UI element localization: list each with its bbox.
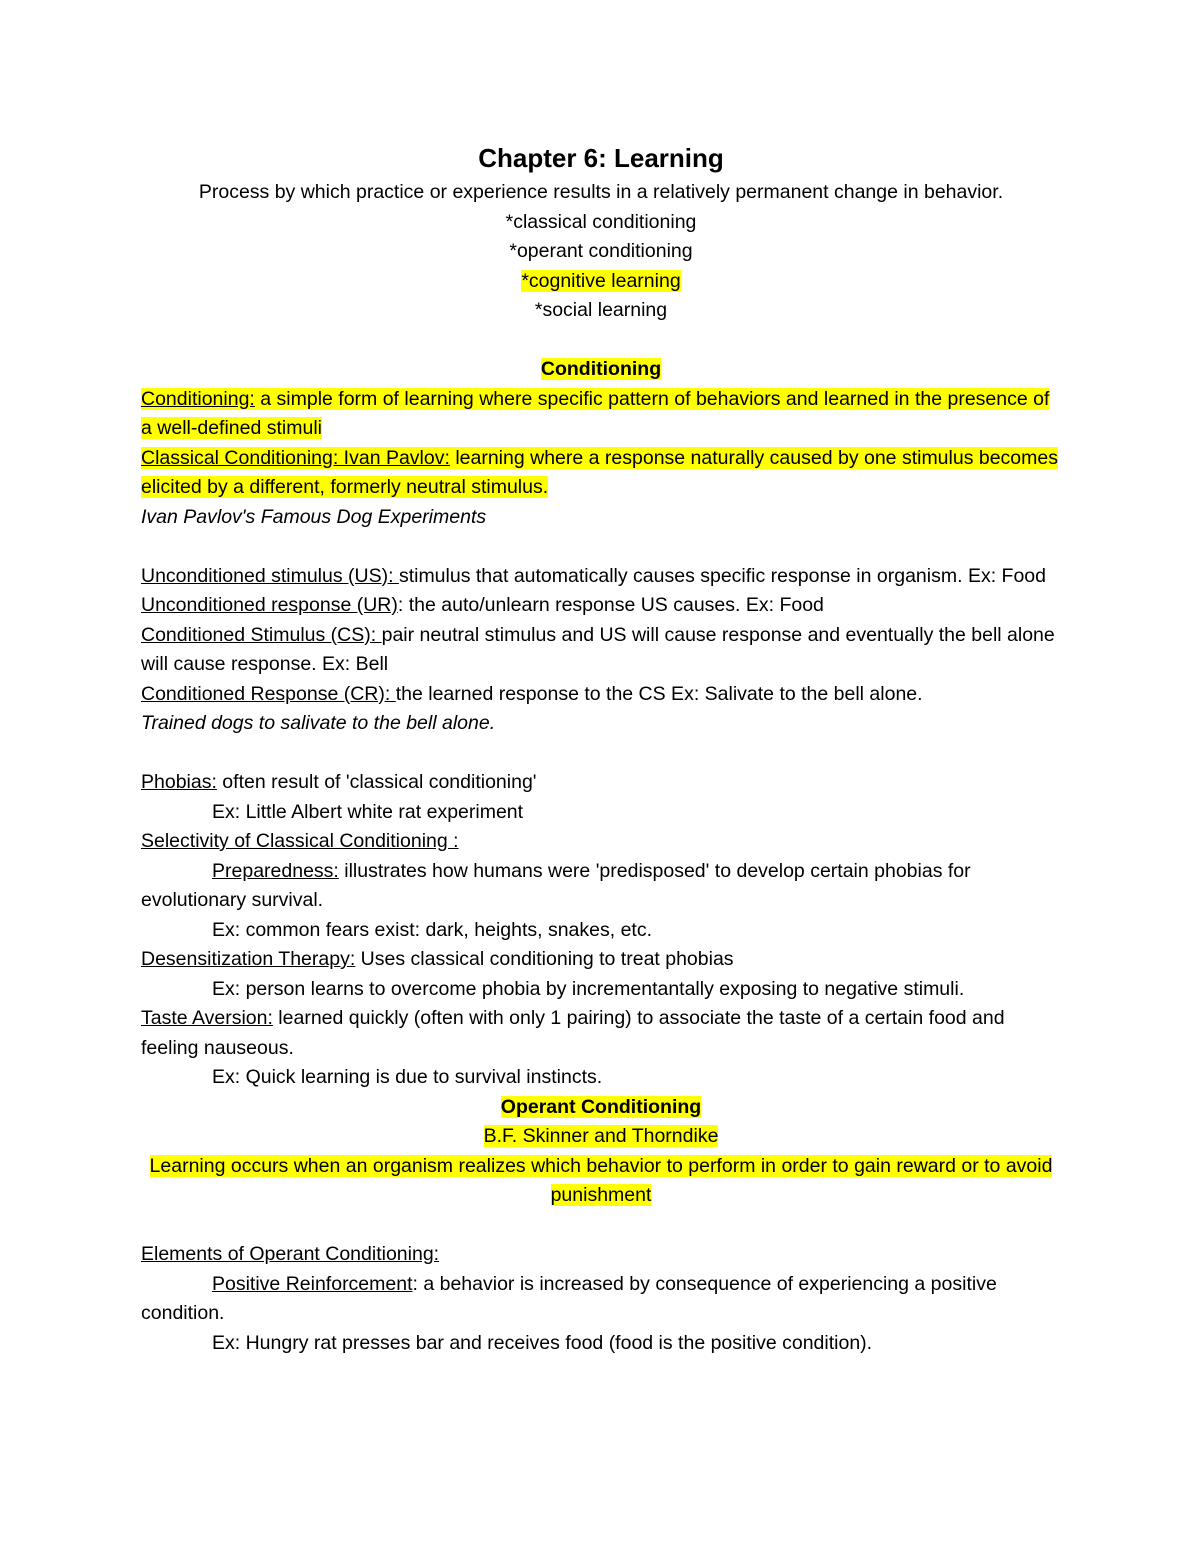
classical-term: Classical Conditioning: Ivan Pavlov: [141, 446, 450, 469]
taste-aversion-text: learned quickly (often with only 1 pairing) to associate the taste of a certain food and feeling nauseous. [141, 1007, 1005, 1059]
selectivity-heading [141, 827, 1061, 857]
spacer [141, 739, 1061, 769]
positive-reinforcement-term: Positive Reinforcement [212, 1272, 413, 1295]
classical-def-text: learning where a response naturally caused by one stimulus becomes elicited by a different, formerly neutral stimulus. [141, 446, 1058, 498]
taste-aversion-definition [141, 1004, 1061, 1063]
desensitization-term: Desensitization Therapy: [141, 948, 356, 970]
us-term: Unconditioned stimulus (US): [141, 564, 399, 587]
elements-heading [141, 1240, 1061, 1270]
preparedness-example: Ex: common fears exist: dark, heights, snakes, etc. [212, 918, 653, 941]
ur-definition [141, 591, 1061, 621]
cs-definition [141, 621, 1061, 680]
trained-note: Trained dogs to salivate to the bell alone. [141, 712, 496, 734]
spacer [141, 1211, 1061, 1241]
positive-reinforcement-text: : a behavior is increased by consequence of experiencing a positive condition. [141, 1272, 997, 1324]
ur-text: : the auto/unlearn response US causes. Ex: Food [397, 594, 824, 616]
conditioning-def-text: a simple form of learning where specific pattern of behaviors and learned in the presence of a well-defined stimuli [141, 387, 1050, 439]
conditioning-heading-text: Conditioning [540, 358, 662, 380]
cr-term: Conditioned Response (CR): [141, 682, 396, 705]
positive-reinforcement-example: Ex: Hungry rat presses bar and receives food (food is the positive condition). [212, 1331, 873, 1354]
operant-people-text: B.F. Skinner and Thorndike [483, 1125, 719, 1147]
desensitization-definition [141, 945, 1061, 975]
document-body [141, 140, 1061, 1358]
operant-definition [141, 1152, 1061, 1211]
phobias-definition [141, 768, 1061, 798]
cs-term: Conditioned Stimulus (CS): [141, 623, 382, 646]
preparedness-term: Preparedness: [212, 859, 339, 882]
operant-people [141, 1122, 1061, 1152]
desensitization-text: Uses classical conditioning to treat phobias [355, 948, 734, 970]
type-cognitive-text: *cognitive learning [521, 269, 681, 292]
selectivity-term: Selectivity of Classical Conditioning : [141, 830, 459, 852]
conditioning-heading [141, 355, 1061, 385]
preparedness-definition [141, 857, 1061, 916]
pavlov-note: Ivan Pavlov's Famous Dog Experiments [141, 505, 487, 528]
us-definition [141, 562, 1061, 592]
phobias-example: Ex: Little Albert white rat experiment [212, 800, 524, 823]
cr-text: the learned response to the CS Ex: Salivate to the bell alone. [395, 682, 923, 705]
type-classical: *classical conditioning [505, 210, 697, 233]
phobias-term: Phobias: [141, 771, 217, 793]
classical-definition [141, 444, 1061, 503]
cs-text: pair neutral stimulus and US will cause response and eventually the bell alone will cause response. Ex: Bell [141, 623, 1055, 675]
preparedness-text: illustrates how humans were 'predisposed' to develop certain phobias for evolutionary survival. [141, 859, 971, 911]
taste-aversion-term: Taste Aversion: [141, 1007, 273, 1029]
us-text: stimulus that automatically causes specific response in organism. Ex: Food [398, 564, 1046, 587]
desensitization-example: Ex: person learns to overcome phobia by incrementantally exposing to negative stimuli. [212, 977, 965, 1000]
operant-definition-text: Learning occurs when an organism realizes which behavior to perform in order to gain reward or to avoid punishment [149, 1154, 1053, 1206]
phobias-text: often result of 'classical conditioning' [216, 771, 537, 793]
operant-heading-text: Operant Conditioning [500, 1095, 702, 1118]
elements-term: Elements of Operant Conditioning: [141, 1243, 440, 1265]
cr-definition [141, 680, 1061, 710]
operant-heading [141, 1093, 1061, 1123]
page-title: Chapter 6: Learning [478, 143, 724, 173]
spacer [141, 532, 1061, 562]
taste-aversion-example: Ex: Quick learning is due to survival instincts. [212, 1066, 603, 1088]
positive-reinforcement-definition [141, 1270, 1061, 1329]
ur-term: Unconditioned response (UR) [141, 594, 398, 616]
type-operant: *operant conditioning [509, 240, 693, 262]
type-social: *social learning [534, 299, 668, 321]
learning-definition: Process by which practice or experience results in a relatively permanent change in behavior. [198, 181, 1004, 203]
spacer [141, 326, 1061, 356]
conditioning-term: Conditioning: [141, 387, 255, 410]
conditioning-definition [141, 385, 1061, 444]
type-cognitive [141, 267, 1061, 297]
